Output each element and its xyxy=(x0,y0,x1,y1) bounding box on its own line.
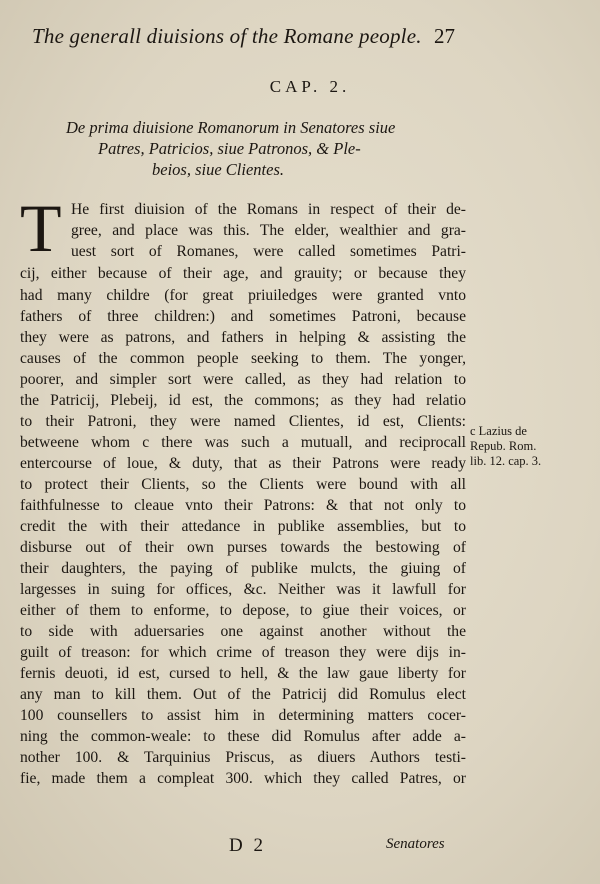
marginal-note-line: Repub. Rom. xyxy=(470,439,537,453)
body-line: either of them to enforme, to depose, to giue their voices, or xyxy=(20,602,466,619)
section-heading-line: De prima diuisione Romanorum in Senatores siue xyxy=(66,118,396,137)
body-line: fie, made them a compleat 300. which they called Patres, or xyxy=(20,770,466,787)
body-line: to their Patroni, they were named Clientes, id est, Clients: xyxy=(20,413,466,430)
body-line: causes of the common people seeking to them. The yonger, xyxy=(20,350,466,367)
body-line: cij, either because of their age, and grauity; or because they xyxy=(20,265,466,282)
running-title: The generall diuisions of the Romane people. xyxy=(32,24,422,48)
marginal-note xyxy=(470,424,541,469)
section-heading-line: beios, siue Clientes. xyxy=(152,160,284,179)
body-line: faithfulnesse to cleaue vnto their Patrons: & that not only to xyxy=(20,497,466,514)
body-line: any man to kill them. Out of the Patricij did Romulus elect xyxy=(20,686,466,703)
body-line: ning the common-weale: to these did Romulus after adde a- xyxy=(20,728,466,745)
drop-cap: T xyxy=(20,190,62,266)
body-line: 100 counsellers to assist him in determining matters cocer- xyxy=(20,707,466,724)
body-line: entercourse of loue, & duty, that as their Patrons were ready xyxy=(20,455,466,472)
body-line: to protect their Clients, so the Clients were bound with all xyxy=(20,476,466,493)
body-line: they were as patrons, and fathers in helping & assisting the xyxy=(20,329,466,346)
body-line: fernis deuoti, id est, cursed to hell, & the law gaue liberty for xyxy=(20,665,466,682)
body-line: to side with aduersaries one against another without the xyxy=(20,623,466,640)
body-line: poorer, and simpler sort were called, as they had relation to xyxy=(20,371,466,388)
body-line: largesses in suing for offices, &c. Neither was it lawfull for xyxy=(20,581,466,598)
body-line: guilt of treason: for which crime of treason they were dijs in- xyxy=(20,644,466,661)
body-line: gree, and place was this. The elder, wealthier and gra- xyxy=(71,222,466,239)
body-line: disburse out of their own purses towards the bestowing of xyxy=(20,539,466,556)
body-line: nother 100. & Tarquinius Priscus, as diuers Authors testi- xyxy=(20,749,466,766)
section-heading-line: Patres, Patricios, siue Patronos, & Ple- xyxy=(98,139,361,158)
body-line: had many childre (for great priuiledges were granted vnto xyxy=(20,287,466,304)
body-line: the Patricij, Plebeij, id est, the commons; as they had relatio xyxy=(20,392,466,409)
chapter-heading: CAP. 2. xyxy=(269,77,351,96)
marginal-note-line: lib. 12. cap. 3. xyxy=(470,454,542,468)
signature-mark: D 2 xyxy=(229,835,266,856)
body-line: credit the with their attedance in publike assemblies, but to xyxy=(20,518,466,535)
catchword: Senatores xyxy=(386,836,445,852)
body-line: their daughters, the paying of publike mulcts, the giuing of xyxy=(20,560,466,577)
body-line: fathers of three children:) and sometimes Patroni, because xyxy=(20,308,466,325)
body-line: He first diuision of the Romans in respect of their de- xyxy=(71,201,466,218)
body-line: betweene whom c there was such a mutuall, and reciprocall xyxy=(20,434,466,451)
page-number: 27 xyxy=(434,24,455,48)
marginal-note-line: c Lazius de xyxy=(470,424,527,438)
body-line: uest sort of Romanes, were called sometimes Patri- xyxy=(71,243,466,260)
